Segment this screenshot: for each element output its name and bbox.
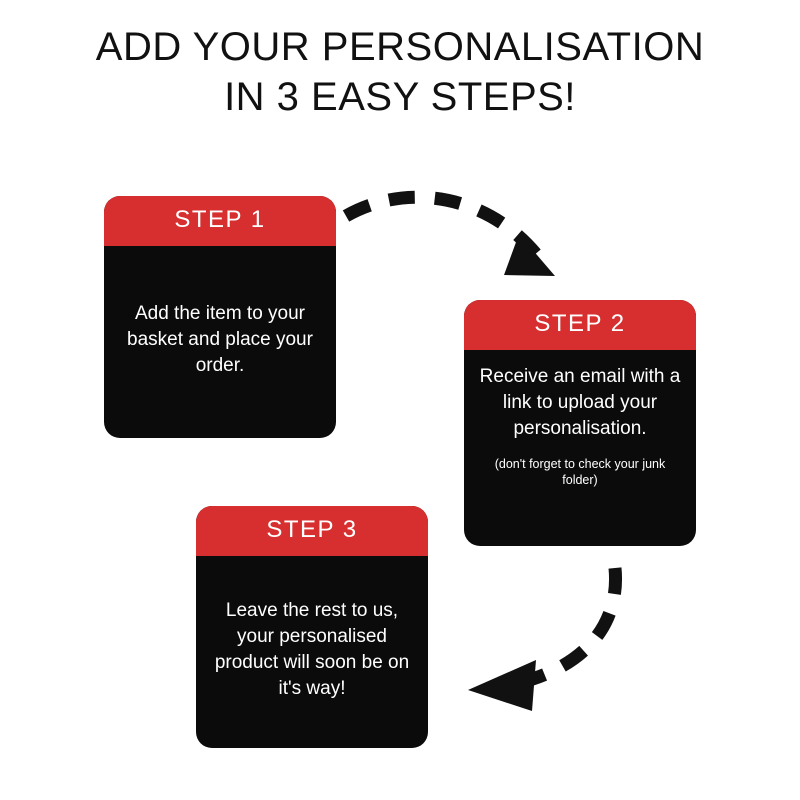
step-1-body-text: Add the item to your basket and place your order. [127,303,313,376]
step-2-body-text: Receive an email with a link to upload your personalisation. [479,366,681,439]
step-1-body [104,246,336,438]
step-3-header: STEP 3 [196,506,428,556]
step-3-body-text: Leave the rest to us, your personalised product will soon be on it's way! [214,600,410,699]
page-title-line-1: ADD YOUR PERSONALISATION [95,25,705,69]
step-1-header: STEP 1 [104,196,336,246]
step-2-body [464,350,696,546]
page-title [0,22,800,122]
step-2-header: STEP 2 [464,300,696,350]
arrow-step1-to-step2-icon [336,176,586,306]
step-3-body [196,556,428,748]
step-card-2 [464,300,696,546]
step-2-note-text: (don't forget to check your junk folder) [494,457,666,487]
step-card-1 [104,196,336,438]
page-title-line-2: IN 3 EASY STEPS! [224,75,576,119]
arrow-step2-to-step3-icon [440,560,650,720]
step-card-3 [196,506,428,748]
